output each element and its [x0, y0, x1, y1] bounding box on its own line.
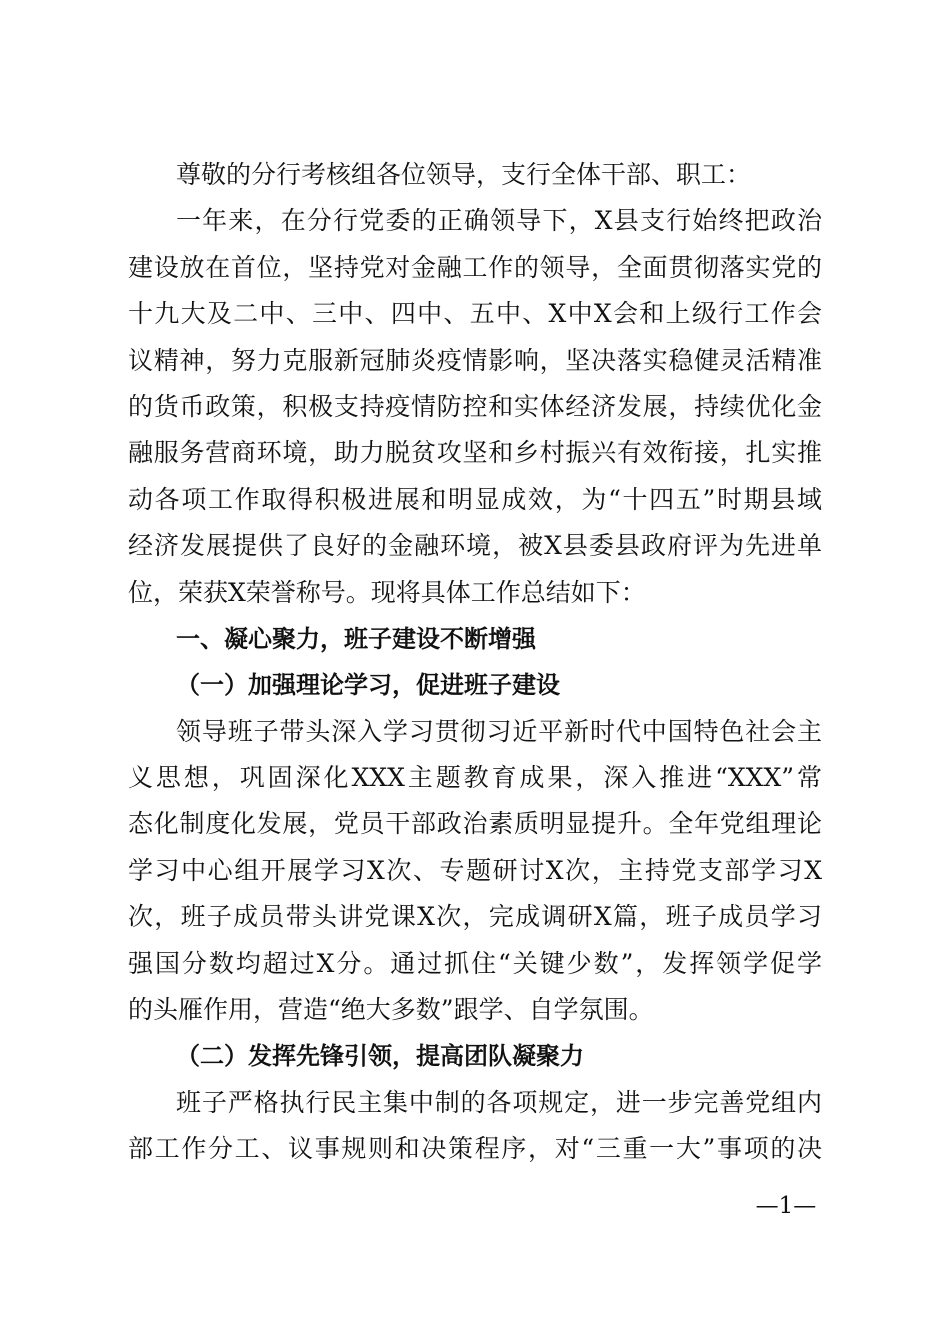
text-line: 经济发展提供了良好的金融环境，被X县委县政府评为先进单: [128, 531, 822, 561]
text-line: 态化制度化发展，党员干部政治素质明显提升。全年党组理论: [128, 809, 822, 839]
text-line: 义思想，巩固深化XXX主题教育成果，深入推进“XXX”常: [128, 763, 822, 793]
salutation: 尊敬的分行考核组各位领导，支行全体干部、职工：: [176, 160, 752, 189]
document-body: [128, 152, 822, 1173]
text-line: 位，荣获X荣誉称号。现将具体工作总结如下：: [128, 577, 646, 607]
text-line: 一年来，在分行党委的正确领导下，X县支行始终把政治: [176, 206, 822, 236]
text-line: 强国分数均超过X分。通过抓住“关键少数”，发挥领学促学: [128, 948, 822, 978]
text-line: 建设放在首位，坚持党对金融工作的领导，全面贯彻落实党的: [128, 252, 822, 282]
text-line: 的头雁作用，营造“绝大多数”跟学、自学氛围。: [128, 995, 654, 1025]
text-line: 班子严格执行民主集中制的各项规定，进一步完善党组内: [176, 1087, 822, 1117]
subsection-paragraph: [128, 1080, 822, 1173]
text-line: 领导班子带头深入学习贯彻习近平新时代中国特色社会主: [176, 716, 822, 746]
text-line: 的货币政策，积极支持疫情防控和实体经济发展，持续优化金: [128, 391, 822, 421]
text-line: 学习中心组开展学习X次、专题研讨X次，主持党支部学习X: [128, 855, 822, 885]
text-line: 十九大及二中、三中、四中、五中、X中X会和上级行工作会: [128, 299, 822, 329]
text-line: 次，班子成员带头讲党课X次，完成调研X篇，班子成员学习: [128, 902, 822, 932]
subsection-paragraph: [128, 709, 822, 1034]
intro-paragraph: [128, 198, 822, 616]
section-heading: 一、凝心聚力，班子建设不断增强: [176, 624, 536, 653]
page-number: —1—: [755, 1193, 817, 1219]
text-line: 议精神，努力克服新冠肺炎疫情影响，坚决落实稳健灵活精准: [128, 345, 822, 375]
text-line: 动各项工作取得积极进展和明显成效，为“十四五”时期县域: [128, 484, 822, 514]
subsection-heading: （一）加强理论学习，促进班子建设: [176, 670, 560, 700]
subsection-heading: （二）发挥先锋引领，提高团队凝聚力: [176, 1041, 584, 1071]
text-line: 部工作分工、议事规则和决策程序，对“三重一大”事项的决: [128, 1134, 822, 1164]
text-line: 融服务营商环境，助力脱贫攻坚和乡村振兴有效衔接，扎实推: [128, 438, 822, 468]
